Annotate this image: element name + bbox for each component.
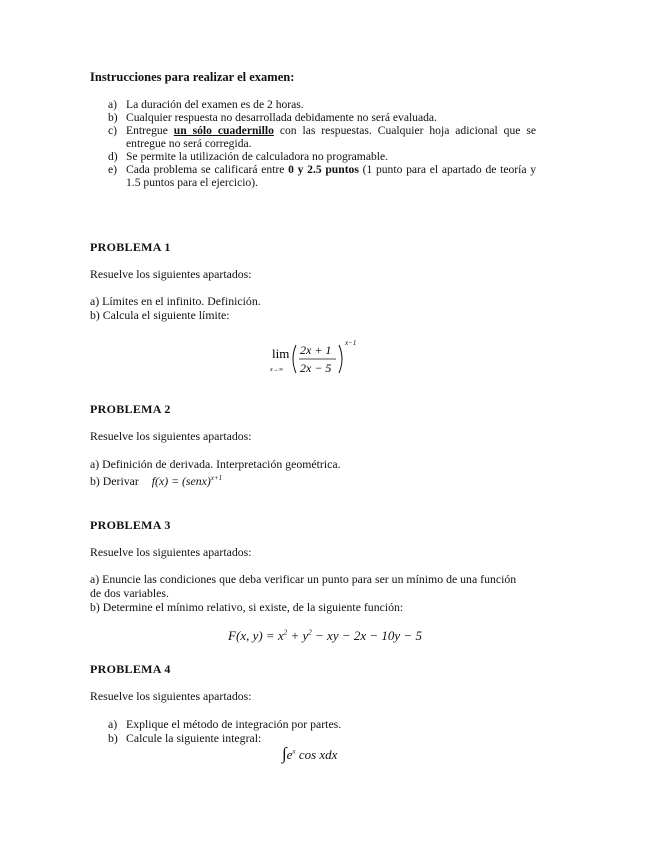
problem2-intro: Resuelve los siguientes apartados: [90,429,252,443]
problem3-title: PROBLEMA 3 [90,518,171,532]
instruction-text: Cualquier respuesta no desarrollada debidamente no será evaluada. [126,111,437,124]
y-exponent: 2 [308,628,312,637]
problem4-part-b-letter: b) [108,731,118,745]
instruction-letter: b) [108,111,118,124]
instruction-text: La duración del examen es de 2 horas. [126,98,304,111]
function-lhs: F(x, y) = x [228,628,284,643]
instruction-text [126,124,536,150]
instruction-emphasis: un sólo cuadernillo [173,124,274,137]
problem3-part-b: b) Determine el mínimo relativo, si existe, de la siguiente función: [90,600,404,614]
instruction-letter: a) [108,98,118,111]
limit-exponent: x−1 [345,339,357,347]
instruction-letter: c) [108,124,118,137]
problem3-part-a: a) Enuncie las condiciones que deba verificar un punto para ser un mínimo de una función de dos variables. [90,572,517,600]
integral-rest: cos xdx [295,747,338,762]
derivative-formula: f(x) = (senx) [151,473,211,488]
instruction-item [108,111,536,124]
problem3-intro: Resuelve los siguientes apartados: [90,545,252,559]
derivative-exponent: x+1 [210,474,223,482]
problem2-title: PROBLEMA 2 [90,402,171,416]
instruction-text [126,163,536,189]
instruction-item [108,150,536,163]
problem4-part-a-text: Explique el método de integración por partes. [126,717,342,731]
x-exponent: 2 [283,628,288,637]
problem2-part-a: a) Definición de derivada. Interpretación geométrica. [90,457,341,471]
problem4-integral-formula [282,744,337,764]
left-paren [293,345,296,373]
problem2-part-b [90,471,530,488]
instructions-title: Instrucciones para realizar el examen: [90,70,295,84]
limit-operator: lim [272,346,290,361]
problem2-part-b-label: b) Derivar [90,473,139,488]
problem4-title: PROBLEMA 4 [90,662,171,676]
instruction-letter: d) [108,150,118,163]
fraction-denominator: 2x − 5 [300,361,332,375]
problem4-part-a [108,717,548,731]
problem1-part-a: a) Límites en el infinito. Definición. [90,294,261,308]
instruction-item [108,98,536,111]
problem1-part-b: b) Calcula el siguiente límite: [90,308,230,322]
right-paren [339,345,342,373]
instruction-text-pre: Cada problema se calificará entre [126,163,289,176]
integral-base: e [286,747,293,762]
limit-subscript: x→∞ [270,367,283,373]
instruction-letter: e) [108,163,118,176]
problem1-intro: Resuelve los siguientes apartados: [90,267,252,281]
instruction-bold: 0 y 2.5 puntos [288,163,359,176]
function-mid: + y [287,628,309,643]
integral-exponent: x [292,747,296,756]
instruction-item [108,124,536,150]
problem4-intro: Resuelve los siguientes apartados: [90,689,252,703]
instruction-item [108,163,536,189]
problem4-part-b-text: Calcule la siguiente integral: [126,731,262,745]
problem1-limit-formula [266,335,366,381]
problem4-part-a-letter: a) [108,717,118,731]
instruction-text-pre: Entregue [126,124,174,137]
problem4-part-b [108,731,548,745]
instructions-list [108,98,536,189]
problem1-title: PROBLEMA 1 [90,240,171,254]
instruction-text-post: con las respuestas. Cualquier hoja adicional que se entregue no será corregida. [126,124,537,150]
problem3-function-formula [200,628,450,644]
function-rest: − xy − 2x − 10y − 5 [311,628,422,643]
integral-sign: ∫ [282,744,287,763]
fraction-numerator: 2x + 1 [300,343,332,357]
instruction-text: Se permite la utilización de calculadora no programable. [126,150,389,163]
instruction-text-post: (1 punto para el apartado de teoría y 1.5 puntos para el ejercicio). [126,163,537,189]
